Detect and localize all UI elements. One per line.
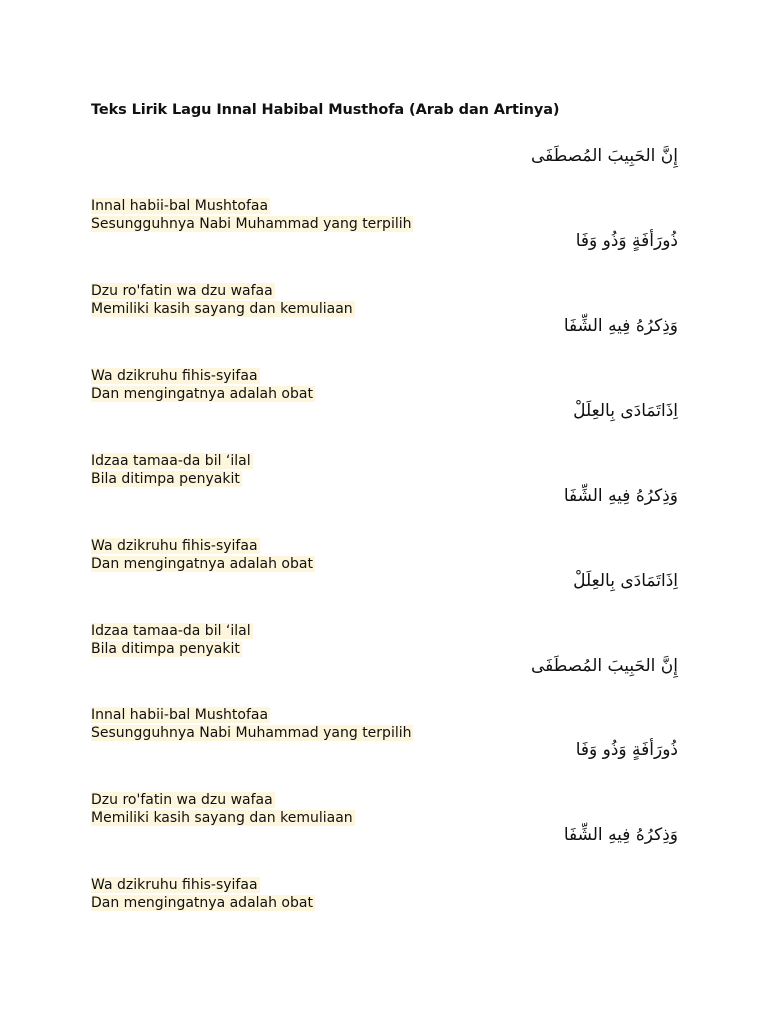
verse-meaning: Memiliki kasih sayang dan kemuliaan — [91, 810, 353, 826]
verse-meaning: Sesungguhnya Nabi Muhammad yang terpilih — [91, 216, 412, 232]
verse-latin: Wa dzikruhu fihis-syifaa — [91, 538, 258, 554]
verse-latin: Idzaa tamaa-da bil ‘ilal — [91, 623, 251, 639]
verse-block — [91, 622, 253, 658]
verse-latin: Wa dzikruhu fihis-syifaa — [91, 368, 258, 384]
arabic-line: إِنَّ الحَبِيبَ المُصطَفَى — [530, 656, 678, 676]
verse-meaning: Dan mengingatnya adalah obat — [91, 556, 313, 572]
verse-meaning: Dan mengingatnya adalah obat — [91, 895, 313, 911]
verse-meaning: Memiliki kasih sayang dan kemuliaan — [91, 301, 353, 317]
arabic-line: اِذَاتَمَادَى بِالعِلَلْ — [573, 571, 678, 591]
verse-latin: Idzaa tamaa-da bil ‘ilal — [91, 453, 251, 469]
verse-latin: Innal habii-bal Mushtofaa — [91, 707, 269, 723]
verse-latin: Wa dzikruhu fihis-syifaa — [91, 877, 258, 893]
arabic-line: اِذَاتَمَادَى بِالعِلَلْ — [573, 401, 678, 421]
arabic-line: ذُورَأفَةٍ وَذُو وَفَا — [575, 231, 678, 251]
verse-block — [91, 197, 413, 233]
verse-latin: Innal habii-bal Mushtofaa — [91, 198, 269, 214]
verse-meaning: Bila ditimpa penyakit — [91, 641, 240, 657]
arabic-line: ذُورَأفَةٍ وَذُو وَفَا — [575, 740, 678, 760]
verse-block — [91, 791, 355, 827]
verse-meaning: Sesungguhnya Nabi Muhammad yang terpilih — [91, 725, 412, 741]
arabic-line: إِنَّ الحَبِيبَ المُصطَفَى — [530, 146, 678, 166]
page-title: Teks Lirik Lagu Innal Habibal Musthofa (Arab dan Artinya) — [91, 102, 560, 118]
verse-meaning: Bila ditimpa penyakit — [91, 471, 240, 487]
verse-latin: Dzu ro'fatin wa dzu wafaa — [91, 792, 273, 808]
verse-block — [91, 706, 413, 742]
verse-meaning: Dan mengingatnya adalah obat — [91, 386, 313, 402]
verse-block — [91, 537, 315, 573]
arabic-line: وَذِكرُهُ فِيهِ الشِّفَا — [563, 825, 678, 845]
verse-block — [91, 876, 315, 912]
verse-block — [91, 367, 315, 403]
arabic-line: وَذِكرُهُ فِيهِ الشِّفَا — [563, 316, 678, 336]
arabic-line: وَذِكرُهُ فِيهِ الشِّفَا — [563, 486, 678, 506]
verse-block — [91, 282, 355, 318]
verse-block — [91, 452, 253, 488]
verse-latin: Dzu ro'fatin wa dzu wafaa — [91, 283, 273, 299]
